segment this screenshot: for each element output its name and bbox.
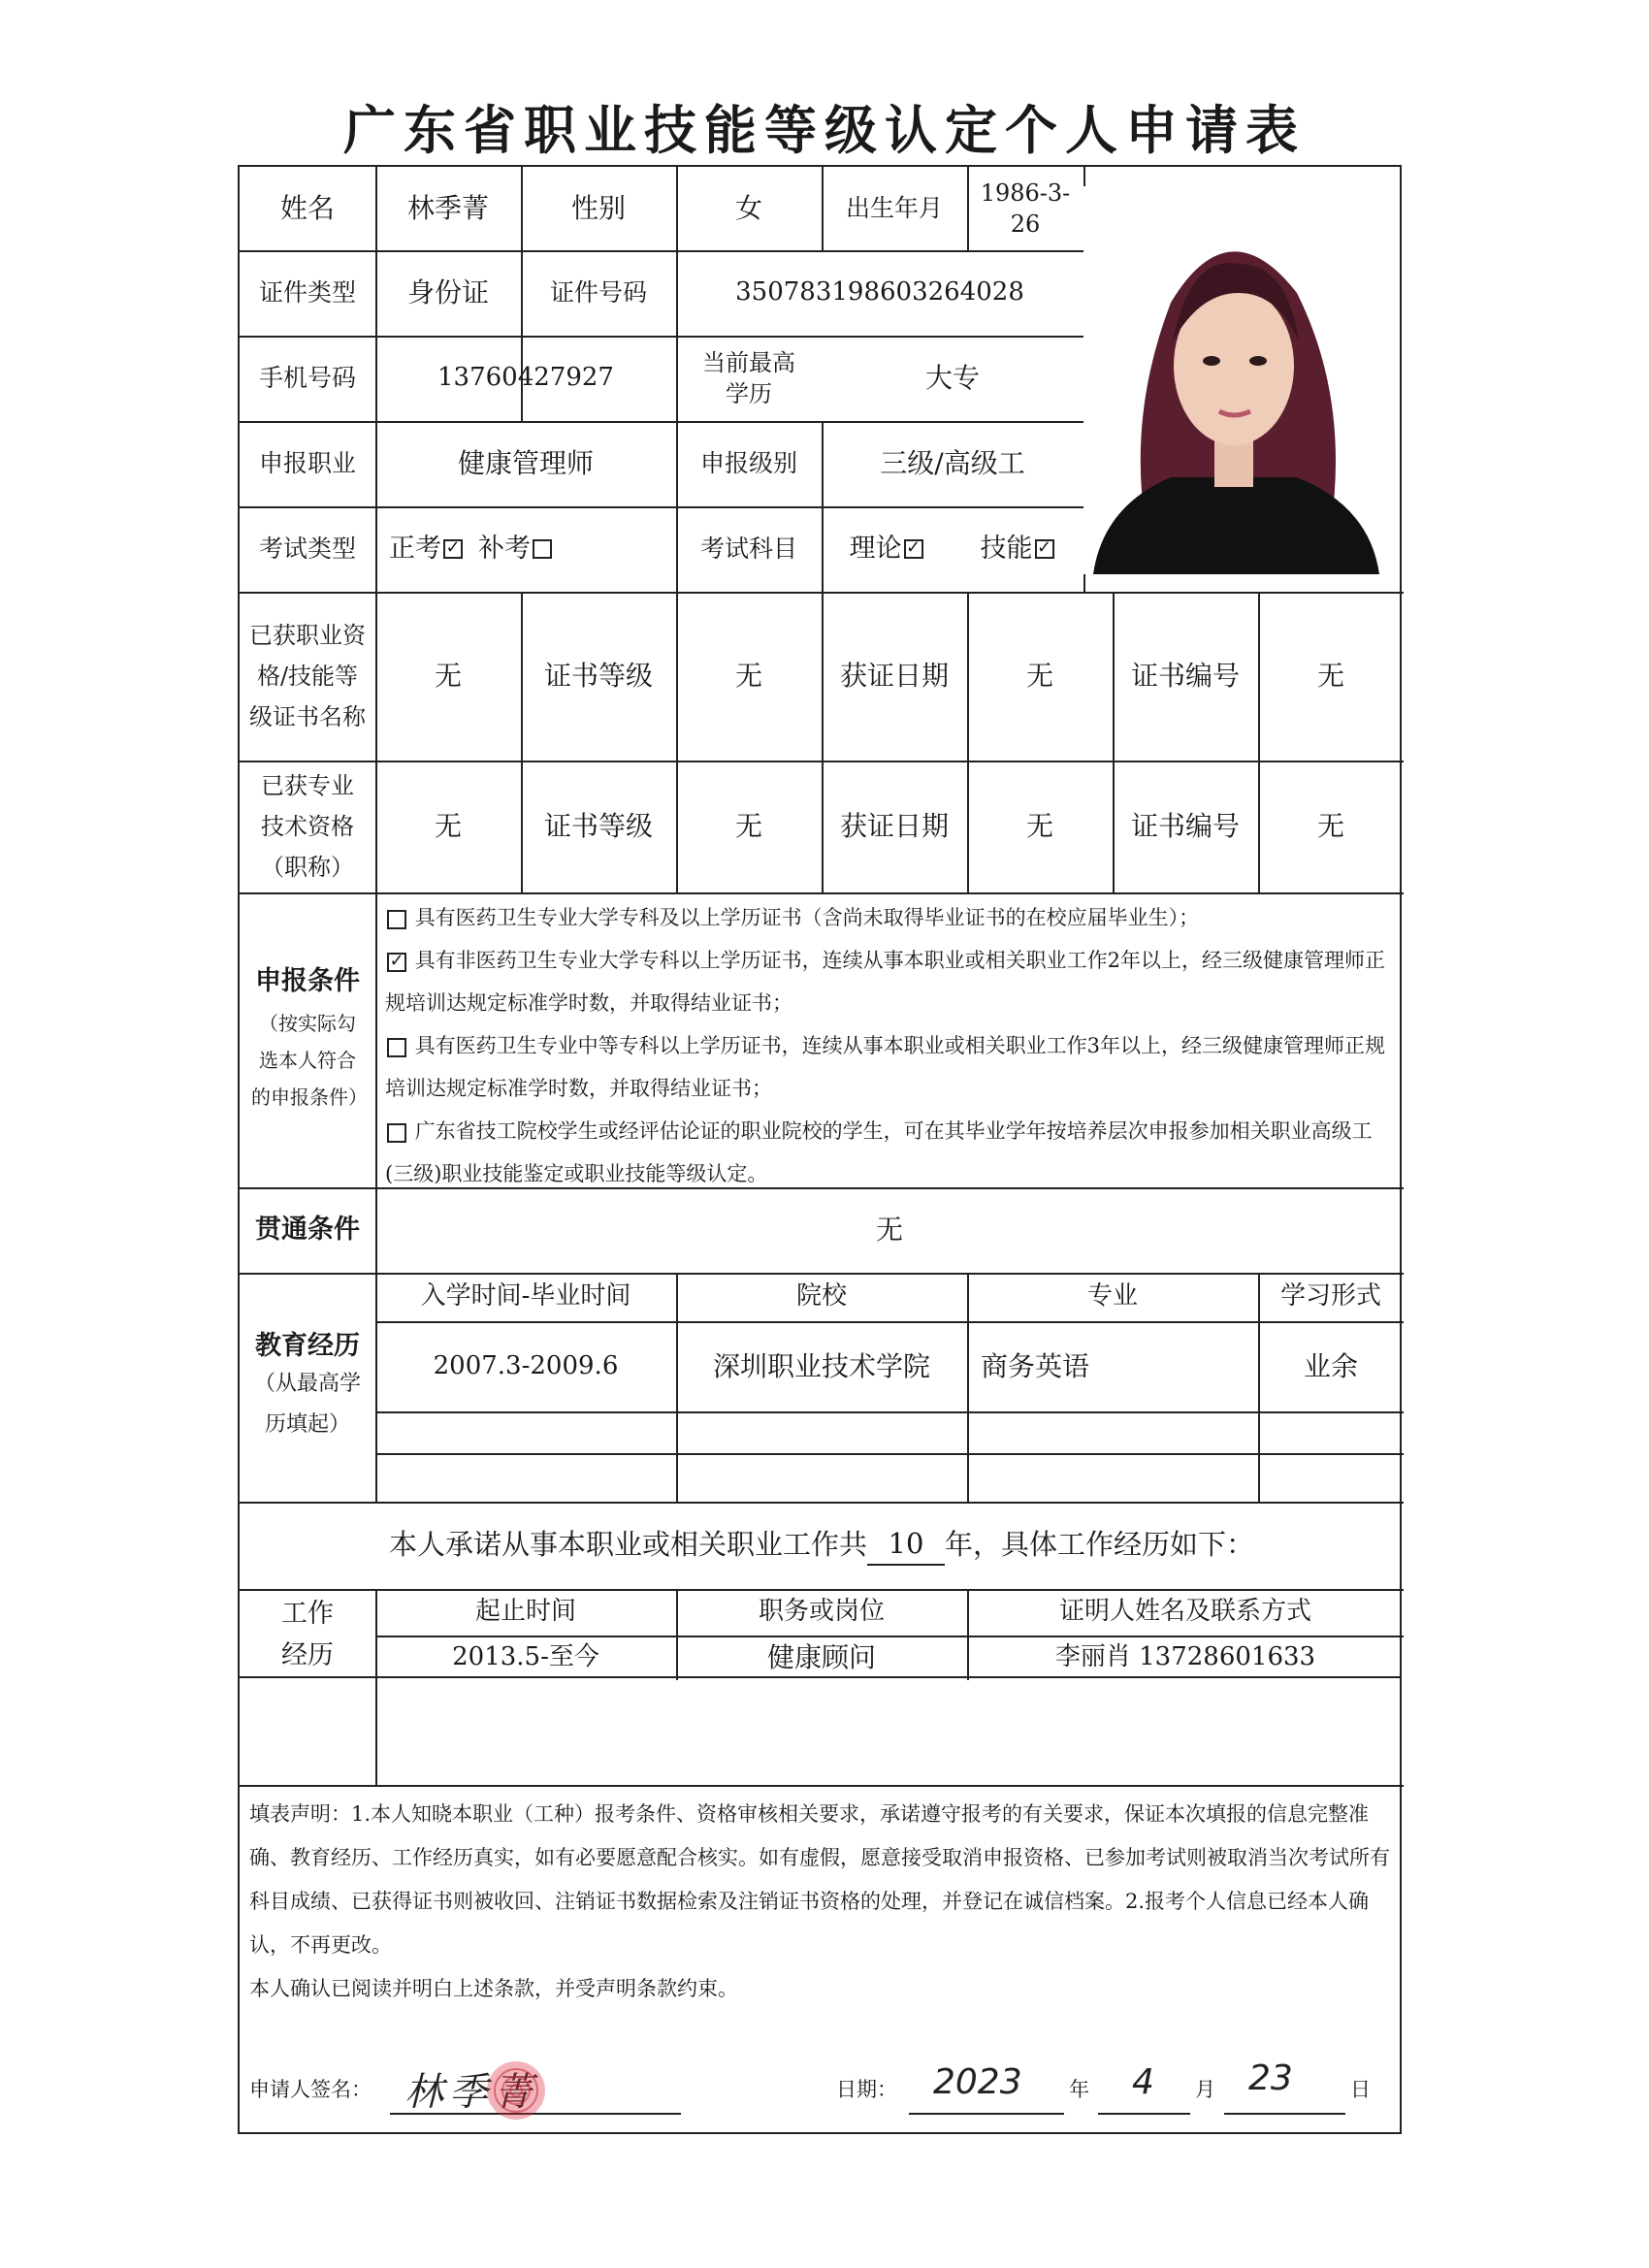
condition-2-checkbox[interactable]: ✓	[387, 953, 406, 972]
date-month: 4	[1132, 2062, 1154, 2102]
name-value: 林季菁	[406, 192, 489, 225]
cert1-date-label: 获证日期	[839, 660, 949, 693]
job-value: 健康管理师	[457, 447, 594, 480]
condition-1-checkbox[interactable]	[387, 910, 406, 929]
condition-2-text: 具有非医药卫生专业大学专科以上学历证书，连续从事本职业或相关职业工作2年以上，经三级健康管理师正规培训达规定标准学时数，并取得结业证书；	[385, 949, 1386, 1015]
id-no-label: 证件号码	[549, 278, 647, 308]
subject-options	[822, 506, 1083, 592]
edu-header-mode: 学习形式	[1279, 1281, 1381, 1312]
birth-value: 1986-3-26	[980, 178, 1071, 238]
date-year: 2023	[933, 2062, 1022, 2102]
month-unit: 月	[1195, 2078, 1215, 2101]
subject-skill-label: 技能	[980, 533, 1033, 564]
date-day: 23	[1248, 2058, 1293, 2098]
id-type-label: 证件类型	[258, 278, 356, 308]
work-header-position: 职务或岗位	[758, 1597, 885, 1627]
education-label: 教育经历	[255, 1330, 360, 1361]
work-promise	[240, 1502, 1404, 1589]
id-no-value: 350783198603264028	[735, 277, 1024, 308]
form-title: 广东省职业技能等级认定个人申请表	[343, 99, 1306, 161]
level-label: 申报级别	[699, 449, 797, 478]
through-label: 贯通条件	[255, 1214, 360, 1245]
condition-4-checkbox[interactable]	[387, 1123, 406, 1143]
edu-header-period: 入学时间-毕业时间	[420, 1281, 631, 1312]
education-note: （从最高学历填起）	[253, 1372, 361, 1438]
sign-label: 申请人签名：	[249, 2078, 372, 2101]
cert2-no: 无	[1316, 810, 1344, 843]
cert2-date-label: 获证日期	[839, 810, 949, 843]
fingerprint-icon	[482, 2057, 550, 2124]
through-value: 无	[875, 1214, 903, 1247]
cert2-grade-label: 证书等级	[543, 810, 653, 843]
work-row-period: 2013.5-至今	[452, 1642, 599, 1672]
id-type-value: 身份证	[406, 276, 489, 309]
edu-row-major: 商务英语	[981, 1349, 1090, 1382]
gender-value: 女	[734, 192, 762, 225]
condition-item-2	[385, 939, 1394, 1024]
cert1-date: 无	[1025, 660, 1053, 693]
day-unit: 日	[1350, 2078, 1371, 2101]
subject-label: 考试科目	[699, 535, 797, 564]
cert2-no-label: 证书编号	[1130, 810, 1240, 843]
application-form	[238, 165, 1402, 1678]
exam-type-options	[375, 506, 676, 592]
promise-suffix: 年，具体工作经历如下：	[945, 1528, 1255, 1562]
promise-prefix: 本人承诺从事本职业或相关职业工作共	[388, 1528, 867, 1562]
conditions-label: 申报条件	[255, 965, 360, 996]
exam-type-label: 考试类型	[258, 535, 356, 564]
exam-makeup-checkbox[interactable]	[533, 539, 552, 559]
birth-label: 出生年月	[845, 194, 943, 223]
declaration-section	[238, 1678, 1402, 2134]
education-label-cell	[240, 1273, 375, 1502]
work-header-reference: 证明人姓名及联系方式	[1058, 1597, 1311, 1627]
condition-item-4	[385, 1110, 1394, 1195]
edu-row-mode: 业余	[1303, 1349, 1358, 1382]
cert2-name: 无	[434, 810, 462, 843]
cert2-date: 无	[1025, 810, 1053, 843]
subject-skill-checkbox[interactable]: ✓	[1035, 539, 1054, 559]
conditions-label-cell	[240, 892, 375, 1187]
exam-normal-label: 正考	[389, 533, 441, 564]
work-label: 工作经历	[281, 1598, 334, 1670]
gender-label: 性别	[570, 192, 626, 225]
exam-makeup-label: 补考	[478, 533, 531, 564]
work-row-position: 健康顾问	[766, 1641, 876, 1674]
level-value: 三级/高级工	[880, 447, 1025, 480]
edu-header-major: 专业	[1086, 1281, 1138, 1312]
work-row-reference: 李丽肖 13728601633	[1054, 1642, 1316, 1672]
cert1-name: 无	[434, 660, 462, 693]
year-unit: 年	[1069, 2078, 1089, 2101]
exam-normal-checkbox[interactable]: ✓	[443, 539, 463, 559]
phone-label: 手机号码	[258, 364, 356, 393]
cert2-grade: 无	[734, 810, 762, 843]
applicant-signature: 林季菁	[404, 2070, 538, 2115]
condition-1-text: 具有医药卫生专业大学专科及以上学历证书（含尚未取得毕业证书的在校应届毕业生）；	[414, 906, 1200, 929]
subject-theory-label: 理论	[849, 533, 902, 564]
name-label: 姓名	[279, 192, 335, 225]
phone-value: 13760427927	[437, 363, 614, 393]
condition-4-text: 广东省技工院校学生或经评估论证的职业院校的学生，可在其毕业学年按培养层次申报参加相关职业高级工(三级)职业技能鉴定或职业技能等级认定。	[385, 1119, 1373, 1185]
applicant-photo	[1083, 186, 1384, 574]
cert1-grade: 无	[734, 660, 762, 693]
promise-years: 10	[867, 1525, 945, 1565]
condition-3-checkbox[interactable]	[387, 1038, 406, 1057]
conditions-note: （按实际勾选本人符合的申报条件）	[251, 1012, 368, 1110]
cert1-label: 已获职业资格/技能等级证书名称	[249, 622, 366, 730]
condition-item-3	[385, 1024, 1394, 1110]
work-header-period: 起止时间	[474, 1597, 576, 1627]
edu-row-school: 深圳职业技术学院	[712, 1349, 930, 1382]
declaration-confirm: 本人确认已阅读并明白上述条款，并受声明条款约束。	[249, 1977, 738, 2000]
declaration-text: 填表声明：1.本人知晓本职业（工种）报考条件、资格审核相关要求，承诺遵守报考的有关要求，保证本次填报的信息完整准确、教育经历、工作经历真实，如有必要愿意配合核实。如有虚假，愿意接受取消申报资格、已参加考试则被取消当次考试所有科目成绩、已获得证书则被收回、注销证书数据检索及注销证书资格的处理，并登记在诚信档案。2.报考个人信息已经本人确认，不再更改。	[249, 1802, 1390, 1957]
condition-3-text: 具有医药卫生专业中等专科以上学历证书，连续从事本职业或相关职业工作3年以上，经三级健康管理师正规培训达规定标准学时数，并取得结业证书；	[385, 1034, 1386, 1100]
cert2-label: 已获专业技术资格（职称）	[261, 772, 354, 881]
date-label: 日期：	[836, 2078, 897, 2101]
subject-theory-checkbox[interactable]: ✓	[904, 539, 923, 559]
edu-label: 当前最高学历	[702, 348, 795, 407]
edu-header-school: 院校	[795, 1281, 847, 1312]
edu-row-period: 2007.3-2009.6	[433, 1350, 619, 1380]
cert1-no: 无	[1316, 660, 1344, 693]
condition-item-1	[385, 896, 1394, 939]
edu-value: 大专	[924, 362, 980, 395]
cert1-grade-label: 证书等级	[543, 660, 653, 693]
cert1-no-label: 证书编号	[1130, 660, 1240, 693]
job-label: 申报职业	[258, 449, 356, 478]
